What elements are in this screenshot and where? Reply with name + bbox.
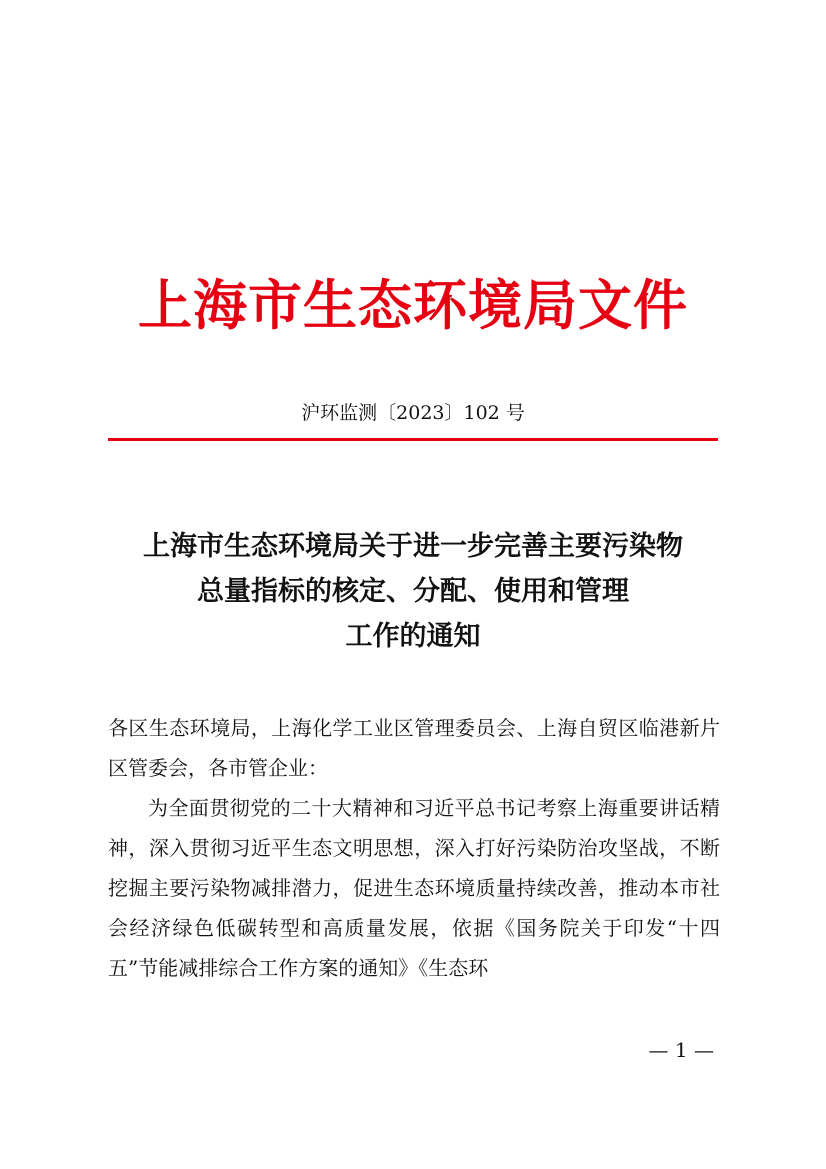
notice-title-line-1: 上海市生态环境局关于进一步完善主要污染物 (143, 531, 683, 562)
red-divider-line (108, 438, 718, 441)
notice-title-line-3: 工作的通知 (345, 621, 481, 652)
issuing-authority-title: 上海市生态环境局文件 (138, 273, 688, 337)
document-number: 沪环监测〔2023〕102 号 (301, 402, 525, 424)
notice-title-line-2: 总量指标的核定、分配、使用和管理 (197, 576, 629, 607)
document-body (108, 708, 720, 988)
addressees-paragraph: 各区生态环境局，上海化学工业区管理委员会、上海自贸区临港新片区管委会，各市管企业： (108, 716, 720, 780)
notice-title (0, 524, 826, 659)
body-paragraph-1: 为全面贯彻党的二十大精神和习近平总书记考察上海重要讲话精神，深入贯彻习近平生态文明思想，深入打好污染防治攻坚战，不断挖掘主要污染物减排潜力，促进生态环境质量持续改善，推动本市社会经济绿色低碳转型和高质量发展，依据《国务院关于印发“十四五”节能减排综合工作方案的通知》《生态环 (108, 796, 720, 980)
page-number: — 1 — (648, 1038, 714, 1062)
